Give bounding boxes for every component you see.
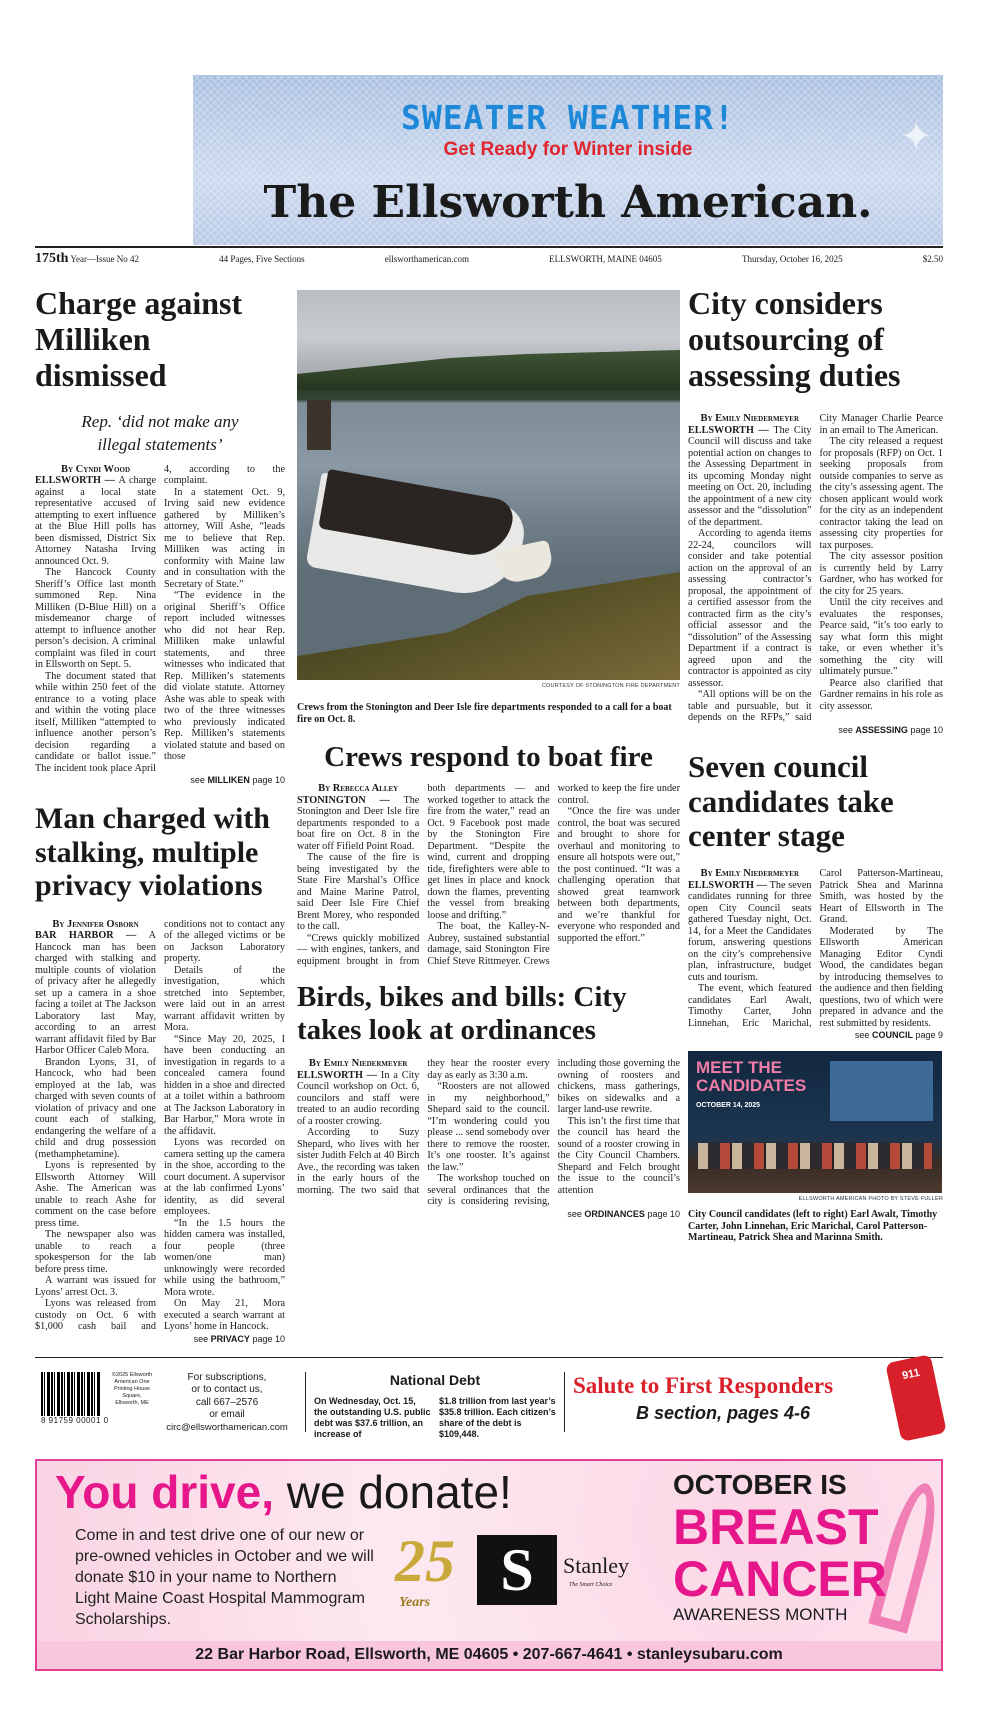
paragraph: Lyons was released from custody on Oct. 6 with $1,000 cash bail and conditions not to contact any of the alleged victims or be on Jackson Laboratory property.	[35, 918, 285, 1333]
paragraph: A warrant was issued for Lyons’ arrest Oct. 3.	[35, 1275, 156, 1298]
anniversary-number: 25	[395, 1527, 455, 1594]
page-count: 44 Pages, Five Sections	[219, 254, 305, 264]
byline: By Rebecca Alley	[318, 783, 399, 795]
masthead-title: The Ellsworth American.	[263, 177, 873, 228]
story-council	[688, 750, 943, 1244]
paragraph: According to agenda items 22-24, councilors will consider and take potential action on the approval of an assessing contractor’s proposal, the appointment of a certified assessor from the contracted firm as the city’s official assessor and the “dissolution” of the Assessing Department if a contract is agreed upon and the contractor is appointed as city assessor.	[688, 528, 812, 689]
ad-footer: 22 Bar Harbor Road, Ellsworth, ME 04605 • 207-667-4641 • stanleysubaru.com	[37, 1641, 941, 1669]
paragraph: ELLSWORTH — The seven candidates running for three open City Council seats gathered Tuesday night, Oct. 14, for a Meet the Candidates forum, answering questions on the city’s comprehensive plan, infrastructure, budget cuts and tourism.	[688, 879, 812, 983]
paragraph: The workshop touched on several ordinances that the city is considering revising, including those governing the owning of roosters and chickens, mass gatherings, bikes on sidewalks and a larger land-use rewrite.	[427, 1058, 680, 1208]
issue-number: Year—Issue No 42	[70, 254, 139, 264]
headline[interactable]: Birds, bikes and bills: City takes look at ordinances	[297, 981, 627, 1046]
photo-caption: Crews from the Stonington and Deer Isle fire departments responded to a call for a boat fire on Oct. 8.	[297, 702, 672, 725]
jump-link[interactable]: see COUNCIL page 9	[854, 1030, 943, 1041]
screen-date: OCTOBER 14, 2025	[696, 1102, 761, 1110]
headline[interactable]: Seven council candidates take center stage	[688, 748, 894, 854]
front-page-body	[35, 286, 943, 1345]
promo-title[interactable]: SWEATER WEATHER!	[401, 98, 735, 137]
reindeer-icon: ✦	[899, 114, 933, 159]
barcode: 8 91759 00001 0	[41, 1372, 107, 1426]
paragraph: The document stated that while within 250 feet of the entrance to a voting place and within the voting place itself, Milliken “attempted to influence another person’s decision regarding a candidate or ballot issue.” The incident took place April 4, according to the complaint.	[35, 463, 285, 774]
stanley-logo-icon: S	[477, 1535, 557, 1605]
story-body	[688, 868, 943, 1029]
price: $2.50	[922, 254, 943, 264]
jump-link[interactable]: see PRIVACY page 10	[193, 1333, 285, 1344]
photo-credit: COURTESY OF STONINGTON FIRE DEPARTMENT	[541, 683, 680, 689]
paragraph: The city assessor position is currently held by Larry Gardner, who has worked for the city for 25 years.	[819, 551, 943, 597]
issue-date: Thursday, October 16, 2025	[741, 254, 843, 264]
paragraph: “Roosters are not allowed in my neighborhood,” Shepard said to the council. “I’m wondering could you please ... send somebody over there to remove the rooster. It’s one rooster. It’s against the law.”	[427, 1081, 550, 1173]
ad-body: Come in and test drive one of our new or pre-owned vehicles in October and we will donate $10 in your name to Northern Light Maine Coast Hospital Mammogram Scholarships.	[75, 1526, 374, 1628]
masthead-banner	[193, 75, 943, 245]
paragraph: STONINGTON — The Stonington and Deer Isle fire departments responded to a boat fire on Oct. 8 in the water off Fifield Point Road.	[297, 794, 420, 852]
paragraph: “Since May 20, 2025, I have been conducting an investigation in regards to a concealed camera found hidden in a shoe and directed at a toilet within a bathroom at The Jackson Laboratory in Bar Harbor,” Mora wrote in the affidavit.	[164, 1033, 285, 1137]
headline[interactable]: City considers outsourcing of assessing duties	[688, 285, 901, 393]
story-body	[35, 919, 285, 1333]
photo-caption: City Council candidates (left to right) Earl Awalt, Timothy Carter, John Linnehan, Eric Marichal, Carol Patterson-Martineau, Patrick Shea and Marinna Smith.	[688, 1209, 938, 1244]
location: ELLSWORTH, MAINE 04605	[549, 254, 662, 264]
paragraph: Lyons is represented by Ellsworth Attorney Will Ashe. The American was unable to reach Ashe for comment on the case before press time.	[35, 1160, 156, 1229]
paragraph: ELLSWORTH — The City Council will discuss and take potential action on changes to the Assessing Department in its upcoming Monday night meeting on Oct. 20, including the appointment of a new city assessor and the “dissolution” of the department.	[688, 424, 812, 528]
story-boat-fire	[297, 741, 680, 967]
paragraph: “Crews quickly mobilized — with engines, tankers, and equipment brought in from both departments — and worked together to attack the fire from the water,” read an Oct. 9 Facebook post made by the Stonington Fire Department. “Despite the wind, current and dropping tide, firefighters were able to get lines in place and knock down the flames, preventing the vessel from breaking loose and drifting.”	[297, 783, 550, 967]
anniversary-word: Years	[399, 1594, 431, 1610]
dateline: ELLSWORTH —	[297, 1069, 381, 1081]
dateline: ELLSWORTH —	[688, 879, 770, 891]
headline[interactable]: Man charged with stalking, multiple privacy violations	[35, 802, 270, 903]
byline: By Jennifer Osborn	[52, 918, 139, 930]
byline: By Emily Niedermeyer	[700, 413, 800, 425]
year-number: 175th	[35, 251, 69, 266]
paragraph: In a statement Oct. 9, Irving said new evidence gathered by Milliken’s attorney, Will Ashe, “leads me to believe that Rep. Milliken was acting in conformity with Maine law and in consultation with the Secretary of State.”	[164, 486, 285, 590]
screen-title: MEET THE CANDIDATES	[696, 1058, 807, 1096]
bottom-strip	[35, 1357, 943, 1449]
middle-column	[297, 286, 680, 1220]
byline: By Emily Niedermeyer	[308, 1058, 408, 1070]
story-ordinances	[297, 981, 680, 1219]
photo-credit: ELLSWORTH AMERICAN PHOTO BY STEVE FULLER	[798, 1196, 943, 1203]
phone-icon: 911	[885, 1354, 947, 1442]
paragraph: The Hancock County Sheriff’s Office last month summoned Rep. Nina Milliken (D-Blue Hill) on a misdemeanor charge of attempt to influence another person’s decision. A criminal complaint was filed in court in Ellsworth on Sept. 5.	[35, 567, 156, 671]
paragraph: According to Suzy Shepard, who lives with her sister Judith Felch at 40 Birch Ave., the recording was taken in the early hours of the morning. The two said that they hear the rooster every day as early as 3:30 a.m.	[297, 1058, 550, 1196]
story-body	[297, 783, 680, 967]
page-header	[0, 0, 1008, 286]
paragraph: The city released a request for proposals (RFP) on Oct. 1 seeking proposals from outside companies to serve as the city’s assessing agent. The chosen applicant would work for the city as an independent contractor taking the lead on assessing city properties for tax purposes.	[819, 436, 943, 551]
paragraph: ELLSWORTH — In a City Council workshop on Oct. 6, councilors and staff were treated to an audio recording of a rooster crowing.	[297, 1069, 420, 1127]
boat-fire-photo	[297, 290, 680, 680]
paragraph: “Once the fire was under control, the boat was secured and brought to shore for overhaul and monitoring to ensure all hotspots were out,” the post continued. “It was a challenging operation that showed great teamwork between both departments, and we’re thankful for everyone who responded and supported the effort.”	[557, 806, 680, 944]
paragraph: ELLSWORTH — A charge against a local state representative accused of attempting to exert influence at the Blue Hill polls has been dismissed, District Six Attorney Natasha Irving announced Oct. 9.	[35, 475, 156, 567]
deck: Rep. ‘did not make any illegal statements’	[81, 412, 239, 454]
paragraph: Lyons was recorded on camera setting up the camera in the shoe, according to the court document. A supervisor at the lab confirmed Lyons’ identity, as did several employees.	[164, 1137, 285, 1218]
debt-title: National Debt	[389, 1371, 481, 1388]
dateline: ELLSWORTH —	[688, 424, 774, 436]
paragraph: Moderated by The Ellsworth American Managing Editor Cyndi Wood, the candidates began by introducing themselves to the audience and then fielding questions, two of which were prepared in advance and the rest submitted by residents.	[819, 925, 943, 1029]
jump-link[interactable]: see ORDINANCES page 10	[567, 1208, 680, 1219]
copyright: ©2025 Ellsworth American One Printing House Square, Ellsworth, ME	[111, 1371, 153, 1406]
candidates-photo	[688, 1051, 942, 1193]
paragraph: “In the 1.5 hours the hidden camera was installed, four people (three women/one man) unknowingly were recorded while using the bathroom,” Mora wrote.	[164, 1217, 285, 1298]
subscription-email[interactable]: circ@ellsworthamerican.com	[166, 1421, 288, 1433]
paragraph: “The evidence in the original Sheriff’s Office report included witnesses who did not hear Rep. Milliken make unlawful statements, and three witnesses who indicated that Rep. Milliken’s statements did violate statute. Attorney Ashe was able to speak with two of the three witnesses who previously indicated Rep. Milliken’s statements violated statute and based on those	[164, 590, 285, 763]
national-debt-box: National Debt On Wednesday, Oct. 15, the outstanding U.S. public debt was $37.6 trillion, an increase of $1.8 trillion from last year’s $35.8 trillion. Each citizen’s share of the debt is $109,448.	[314, 1371, 556, 1439]
awareness-block: OCTOBER IS BREAST CANCER AWARENESS MONTH	[673, 1468, 887, 1624]
byline: By Emily Niedermeyer	[700, 868, 800, 880]
headline[interactable]: Charge against Milliken dismissed	[35, 285, 243, 393]
paragraph: Brandon Lyons, 31, of Hancock, who had been employed at the lab, was charged with seven counts of violation of privacy and one count each of stalking, endangering the welfare of a child and drug possession (methamphetamine).	[35, 1056, 156, 1160]
paragraph: The cause of the fire is being investigated by the State Fire Marshal’s Office and Maine Marine Patrol, said Deer Isle Fire Chief Brent Morey, who responded to the call.	[297, 852, 420, 933]
story-body	[688, 413, 943, 724]
paragraph: Until the city receives and evaluates the responses, Pearce said, “it’s too early to say what form this might take, or even whether it’s something the city will ultimately pursue.”	[819, 597, 943, 678]
paragraph: The newspaper also was unable to reach a spokesperson for the lab before press time.	[35, 1229, 156, 1275]
paragraph: Details of the investigation, which stretched into September, were laid out in an arrest warrant affidavit written by Mora.	[164, 964, 285, 1034]
story-body	[35, 464, 285, 775]
left-column	[35, 286, 285, 1345]
paragraph: BAR HARBOR — A Hancock man has been charged with stalking and multiple counts of violation of privacy after he allegedly set up a camera in a shoe facing a toilet at The Jackson Laboratory last May, according to an arrest warrant affidavit filed by Bar Harbor Officer Caleb Mora.	[35, 930, 156, 1057]
folio-line	[35, 246, 943, 267]
dateline: ELLSWORTH —	[35, 475, 119, 487]
dateline: STONINGTON —	[297, 794, 404, 806]
stanley-ad[interactable]	[35, 1459, 943, 1671]
paragraph: The boat, the Kalley-N-Aubrey, sustained substantial damage, said Stonington Fire Chief Steve Rittmeyer. Crews worked to keep the fire under control.	[427, 783, 680, 967]
story-milliken	[35, 286, 285, 786]
first-responders-promo[interactable]: Salute to First Responders B section, pages 4-6	[573, 1372, 834, 1423]
jump-link[interactable]: see ASSESSING page 10	[838, 724, 943, 735]
dealer-name: Stanley	[563, 1552, 629, 1578]
dealer-tagline: The Smart Choice	[569, 1581, 613, 1588]
byline: By Cyndi Wood	[60, 463, 131, 475]
story-body	[297, 1058, 680, 1208]
subscription-info: For subscriptions, or to contact us, call 667–2576 or email circ@ellsworthamerican.com	[157, 1372, 297, 1435]
story-assessing	[688, 286, 943, 736]
promo-subtitle[interactable]: Get Ready for Winter inside	[443, 139, 693, 160]
right-column	[688, 286, 943, 1244]
ad-headline: You drive, we donate!	[55, 1465, 512, 1518]
website[interactable]: ellsworthamerican.com	[384, 254, 469, 264]
dateline: BAR HARBOR —	[35, 930, 149, 942]
headline[interactable]: Crews respond to boat fire	[324, 741, 653, 773]
story-privacy	[35, 802, 285, 1345]
paragraph: On May 21, Mora executed a search warrant at Lyons’ home in Hancock.	[164, 1298, 285, 1333]
paragraph: This isn’t the first time that the council has heard the sound of a rooster crowing in the City Council Chambers. Shepard and Felch brought the issue to the council’s attention	[557, 1115, 680, 1196]
paragraph: Pearce also clarified that Gardner remains in his role as city assessor.	[819, 677, 943, 712]
paragraph: “All options will be on the table and pursuable, but it depends on the RFPs,” said City Manager Charlie Pearce in an email to The American.	[688, 413, 943, 724]
jump-link[interactable]: see MILLIKEN page 10	[190, 775, 285, 786]
paragraph: The event, which featured candidates Earl Awalt, Timothy Carter, John Linnehan, Eric Marichal, Carol Patterson-Martineau, Patrick Shea and Marinna Smith, was hosted by the Heart of Ellsworth in The Grand.	[688, 868, 943, 1029]
